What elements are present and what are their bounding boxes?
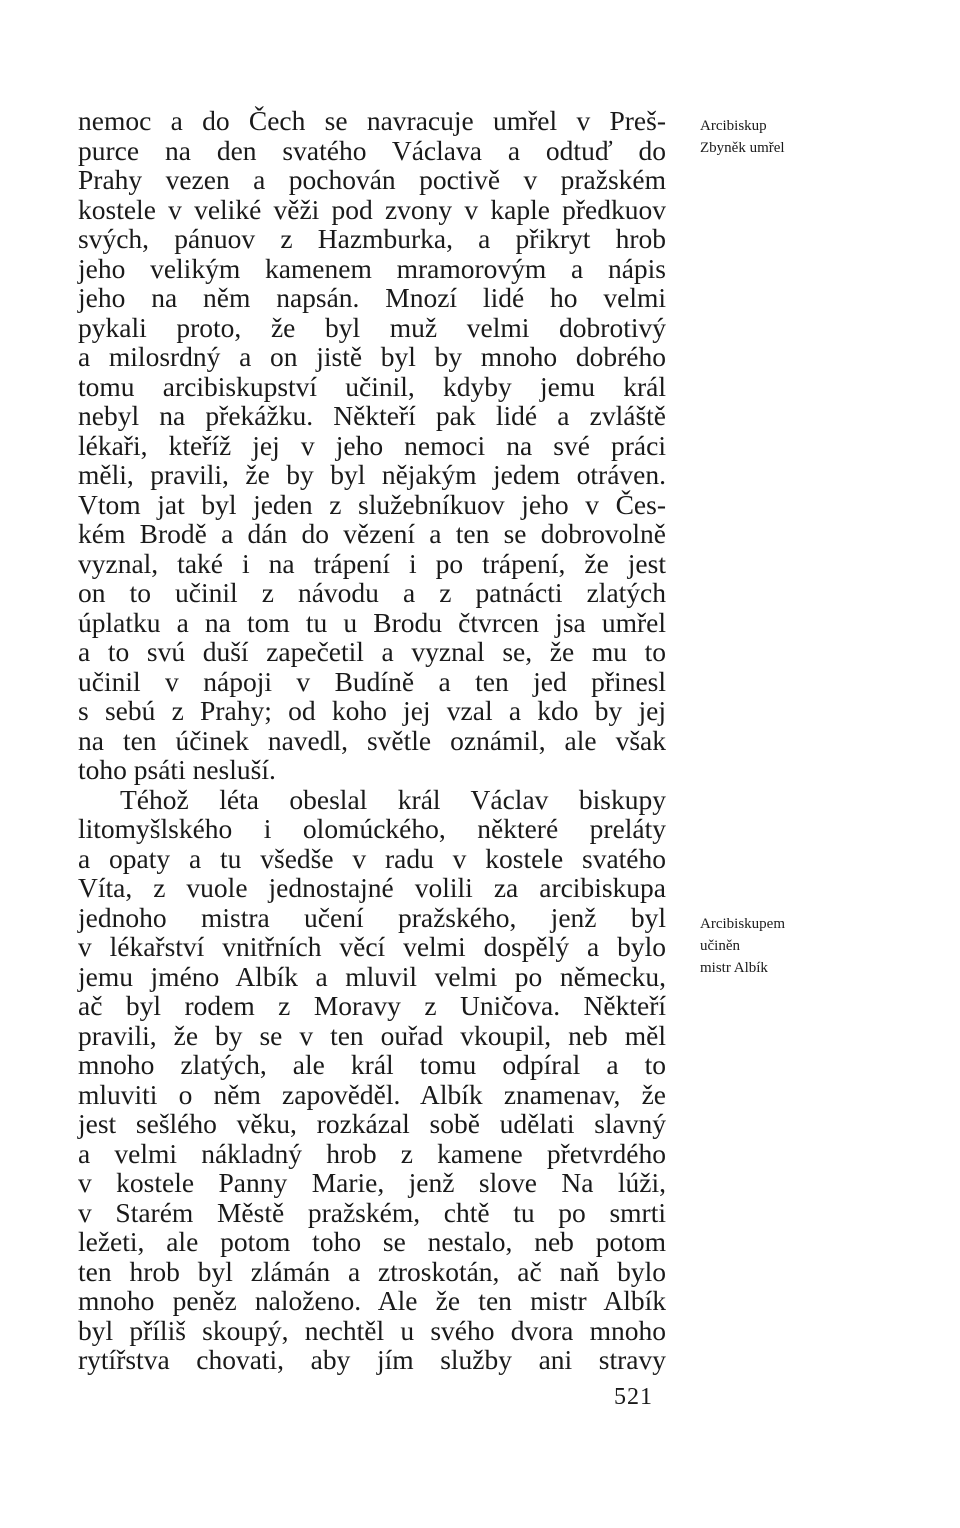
paragraph-1 (78, 106, 666, 785)
page-number: 521 (614, 1384, 653, 1410)
text-line: Prahy vezen a pochován poctivě v pražském (78, 164, 666, 195)
text-line: jeho velikým kamenem mramorovým a nápis (78, 252, 666, 284)
text-line: pykali proto, že byl muž velmi dobrotivý (78, 311, 666, 343)
text-line: byl příliš skoupý, nechtěl u svého dvora mnoho (78, 1314, 666, 1346)
text-line: měli, pravili, že by byl nějakým jedem otráven. (78, 459, 666, 490)
text-line: a to svú duší zapečetil a vyznal se, že mu to (78, 636, 666, 667)
text-line: purce na den svatého Václava a odtuď do (78, 134, 666, 166)
text-line: nemoc a do Čech se navracuje umřel v Preš- (78, 105, 666, 136)
text-line: a opaty a tu všedše v radu v kostele svatého (78, 842, 666, 874)
text-line: Víta, z vuole jednostajné volili za arcibiskupa (78, 872, 666, 903)
text-line: Téhož léta obeslal král Václav biskupy (120, 783, 666, 815)
margin-note-albik (700, 913, 785, 979)
paragraph-2 (78, 785, 666, 1375)
text-line: svých, pánuov z Hazmburka, a přikryt hrob (78, 223, 666, 254)
text-line: a milosrdný a on jistě byl by mnoho dobrého (78, 341, 666, 372)
text-line: toho psáti nesluší. (78, 754, 276, 785)
text-line: jednoho mistra učení pražského, jenž byl (78, 901, 666, 933)
text-line: jest sešlého věku, rozkázal sobě udělati slavný (78, 1108, 666, 1139)
main-text (78, 106, 666, 1375)
text-line: lékaři, kteříž jej v jeho nemoci na své práci (78, 429, 666, 461)
margin-note-line: Arcibiskupem (700, 916, 785, 932)
text-line: a velmi nákladný hrob z kamene přetvrdého (78, 1137, 666, 1169)
text-line: na ten účinek navedl, světle oznámil, ale však (78, 724, 666, 756)
text-line: v kostele Panny Marie, jenž slove Na lúži, (78, 1167, 666, 1198)
margin-note-line: učiněn (700, 938, 740, 954)
text-line: vyznal, také i na trápení i po trápení, že jest (78, 547, 666, 579)
margin-note-line: Zbyněk umřel (700, 140, 785, 156)
text-line: ač byl rodem z Moravy z Uničova. Někteří (78, 990, 666, 1021)
text-line: ten hrob byl zlámán a ztroskotán, ač naň bylo (78, 1255, 666, 1287)
margin-note-line: Arcibiskup (700, 118, 767, 134)
text-line: mnoho peněz naloženo. Ale že ten mistr Albík (78, 1285, 666, 1316)
text-line: mnoho zlatých, ale král tomu odpíral a to (78, 1049, 666, 1080)
text-line: on to učinil z návodu a z patnácti zlatých (78, 577, 666, 608)
margin-note-line: mistr Albík (700, 960, 768, 976)
text-line: s sebú z Prahy; od koho jej vzal a kdo by jej (78, 695, 666, 726)
margin-note-zbynek (700, 115, 785, 159)
text-line: jemu jméno Albík a mluvil velmi po německu, (78, 960, 666, 992)
text-line: v Starém Městě pražském, chtě tu po smrti (78, 1196, 666, 1228)
text-line: mluviti o něm zapověděl. Albík znamenav, že (78, 1078, 666, 1110)
text-line: Vtom jat byl jeden z služebníkuov jeho v Čes- (78, 488, 666, 520)
text-line: v lékařství vnitřních věcí velmi dospělý a bylo (78, 931, 666, 962)
text-line: rytířstva chovati, aby jím služby ani stravy (78, 1344, 666, 1375)
text-line: jeho na něm napsán. Mnozí lidé ho velmi (78, 282, 666, 313)
text-line: pravili, že by se v ten ouřad vkoupil, neb měl (78, 1019, 666, 1051)
text-line: tomu arcibiskupství učinil, kdyby jemu král (78, 370, 666, 402)
text-line: ležeti, ale potom toho se nestalo, neb potom (78, 1226, 666, 1257)
text-line: kostele v veliké věži pod zvony v kaple předkuov (78, 193, 666, 225)
text-line: nebyl na překážku. Někteří pak lidé a zvláště (78, 400, 666, 431)
text-line: učinil v nápoji v Budíně a ten jed přinesl (78, 665, 666, 697)
text-line: litomyšlského i olomúckého, některé preláty (78, 813, 666, 844)
text-line: kém Brodě a dán do vězení a ten se dobrovolně (78, 518, 666, 549)
text-line: úplatku a na tom tu u Brodu čtvrcen jsa umřel (78, 606, 666, 638)
